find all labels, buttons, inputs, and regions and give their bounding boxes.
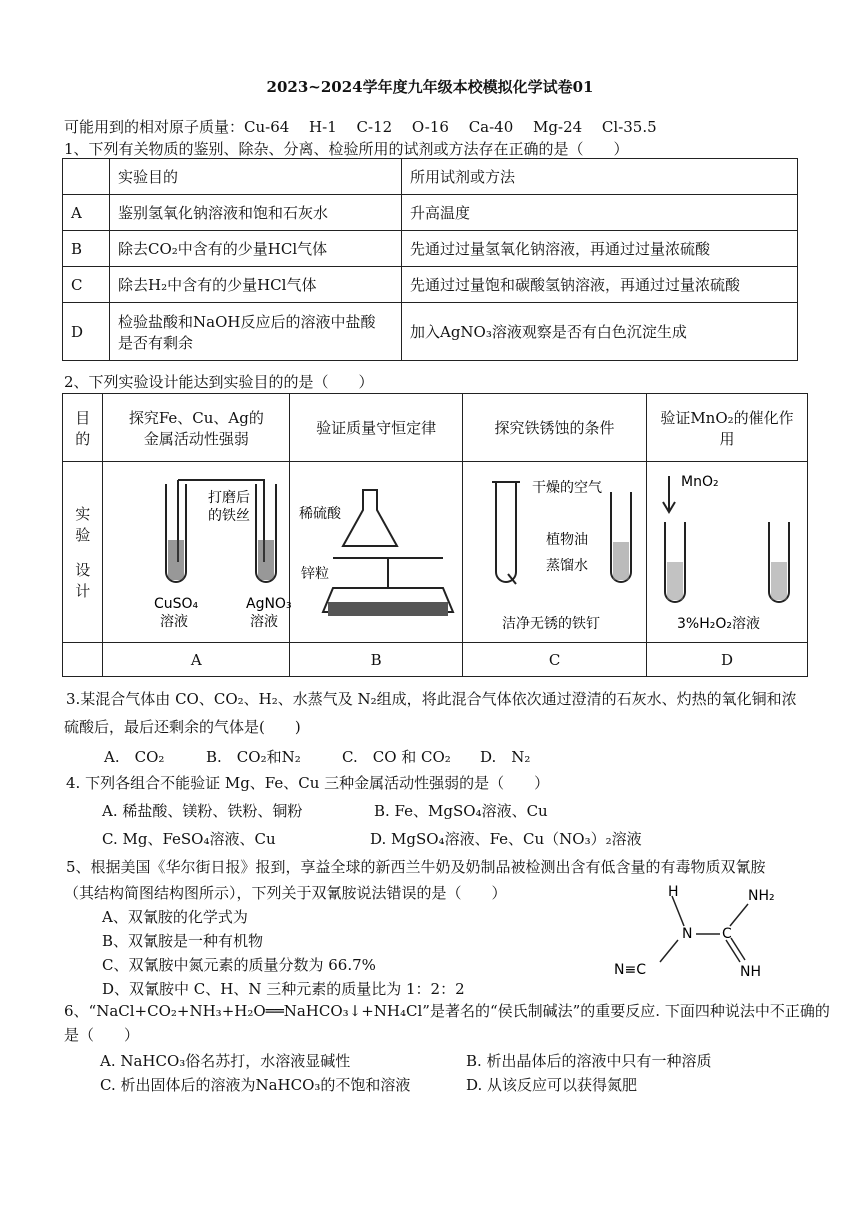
q2-stem: 2、下列实验设计能达到实验目的的是（ ） (64, 373, 374, 391)
option-letter: C (463, 643, 647, 677)
q6-stem: 是（ ） (64, 1026, 140, 1044)
q4-option-a: A. 稀盐酸、镁粉、铁粉、铜粉 (102, 802, 303, 820)
row-label-line: 设计 (75, 561, 91, 600)
q6-option-b: B. 析出晶体后的溶液中只有一种溶质 (466, 1052, 712, 1070)
option-letter: A (103, 643, 290, 677)
table-cell (63, 159, 110, 195)
row-purpose: 除去H₂中含有的少量HCl气体 (110, 267, 402, 303)
table-header: 所用试剂或方法 (402, 159, 798, 195)
table-row (63, 159, 798, 195)
table-row (63, 195, 798, 231)
row-purpose-line: 检验盐酸和NaOH反应后的溶液中盐酸 (118, 312, 376, 331)
row-key: B (63, 231, 110, 267)
table-row (63, 303, 798, 361)
label-water: 蒸馏水 (546, 558, 589, 574)
rust-diagram (466, 462, 643, 638)
diagram-a (103, 462, 290, 643)
table-row (63, 643, 808, 677)
diagram-c (463, 462, 647, 643)
label-h2o2: 3%H₂O₂溶液 (677, 616, 760, 632)
row-method: 升高温度 (402, 195, 798, 231)
row-purpose: 除去CO₂中含有的少量HCl气体 (110, 231, 402, 267)
q5-option-a: A、双氰胺的化学式为 (102, 908, 248, 926)
atom-c: C (722, 926, 732, 942)
q1-table (62, 158, 798, 361)
label-acid: 稀硫酸 (299, 506, 342, 522)
diagram-b (290, 462, 463, 643)
table-header: 实验目的 (110, 159, 402, 195)
q3-option-b: B. CO₂和N₂ (206, 748, 301, 766)
q5-option-d: D、双氰胺中 C、H、N 三种元素的质量比为 1：2：2 (102, 980, 465, 998)
row-method: 先通过过量氢氧化钠溶液，再通过过量浓硫酸 (402, 231, 798, 267)
row-method: 先通过过量饱和碳酸氢钠溶液，再通过过量浓硫酸 (402, 267, 798, 303)
atom-n: N (682, 926, 693, 942)
q1-stem: 1、下列有关物质的鉴别、除杂、分离、检验所用的试剂或方法存在正确的是（ ） (64, 140, 629, 158)
q5-option-c: C、双氰胺中氮元素的质量分数为 66.7% (102, 956, 376, 974)
q5-option-b: B、双氰胺是一种有机物 (102, 932, 264, 950)
purpose-line: 探究Fe、Cu、Ag的 (128, 408, 264, 427)
q5-stem: （其结构简图结构图所示），下列关于双氰胺说法错误的是（ ） (64, 884, 507, 902)
purpose-line: 金属活动性强弱 (143, 429, 249, 448)
q3-option-d: D. N₂ (480, 748, 531, 766)
label-oil: 植物油 (546, 532, 589, 548)
exam-title: 2023~2024学年度九年级本校模拟化学试卷01 (266, 78, 594, 96)
label-mno2: MnO₂ (681, 474, 719, 490)
diagram-d (647, 462, 808, 643)
row-label: 目的 (63, 394, 103, 462)
table-row (63, 394, 808, 462)
label-solution: 溶液 (160, 614, 189, 630)
dicyandiamide-structure (600, 882, 800, 982)
label-cuso4: CuSO₄ (154, 596, 199, 612)
q3-stem: 3.某混合气体由 CO、CO₂、H₂、水蒸气及 N₂组成，将此混合气体依次通过澄清的石灰水、灼热的氧化铜和浓 (66, 690, 797, 708)
row-purpose: 鉴别氢氧化钠溶液和饱和石灰水 (110, 195, 402, 231)
row-label (63, 462, 103, 643)
catalyst-diagram (647, 462, 807, 638)
label-nail: 洁净无锈的铁钉 (502, 616, 601, 632)
label-agno3: AgNO₃ (246, 596, 292, 612)
q6-stem: 6、“NaCl+CO₂+NH₃+H₂O══NaHCO₃↓+NH₄Cl”是著名的“侯氏制碱法”的重要反应. 下面四种说法中不正确的 (64, 1002, 830, 1020)
row-key: D (63, 303, 110, 361)
purpose-cell: 验证质量守恒定律 (290, 394, 463, 462)
atom-nh: NH (740, 964, 761, 980)
atom-nh2: NH₂ (748, 888, 775, 904)
table-cell (63, 643, 103, 677)
row-method: 加入AgNO₃溶液观察是否有白色沉淀生成 (402, 303, 798, 361)
q3-stem: 硫酸后，最后还剩余的气体是( ) (64, 718, 301, 736)
q5-stem: 5、根据美国《华尔街日报》报到，享益全球的新西兰牛奶及奶制品被检测出含有低含量的有毒物质双氰胺 (66, 858, 766, 876)
q3-option-a: A. CO₂ (104, 748, 165, 766)
q4-stem: 4. 下列各组合不能验证 Mg、Fe、Cu 三种金属活动性强弱的是（ ） (66, 774, 550, 792)
atom-h: H (668, 884, 679, 900)
balance-diagram (293, 462, 459, 638)
q2-table (62, 393, 808, 677)
q6-option-c: C. 析出固体后的溶液为NaHCO₃的不饱和溶液 (100, 1076, 411, 1094)
label-solution: 溶液 (250, 614, 279, 630)
purpose-cell: 验证MnO₂的催化作用 (647, 394, 808, 462)
row-key: C (63, 267, 110, 303)
q6-option-d: D. 从该反应可以获得氮肥 (466, 1076, 638, 1094)
row-purpose (110, 303, 402, 361)
test-tubes-diagram (106, 462, 292, 638)
table-row (63, 231, 798, 267)
atomic-masses: 可能用到的相对原子质量：Cu-64 H-1 C-12 O-16 Ca-40 Mg-24 Cl-35.5 (64, 118, 657, 136)
label-wire: 打磨后 (208, 490, 251, 506)
q4-option-c: C. Mg、FeSO₄溶液、Cu (102, 830, 276, 848)
option-letter: B (290, 643, 463, 677)
row-label-line: 实验 (75, 505, 91, 544)
purpose-cell: 探究铁锈蚀的条件 (463, 394, 647, 462)
q4-option-d: D. MgSO₄溶液、Fe、Cu（NO₃）₂溶液 (370, 830, 642, 848)
row-key: A (63, 195, 110, 231)
option-letter: D (647, 643, 808, 677)
label-dry-air: 干燥的空气 (532, 480, 603, 496)
label-zinc: 锌粒 (301, 566, 330, 582)
atom-nc: N≡C (614, 962, 646, 978)
q6-option-a: A. NaHCO₃俗名苏打，水溶液显碱性 (100, 1052, 351, 1070)
q3-option-c: C. CO 和 CO₂ (342, 748, 451, 766)
row-purpose-line: 是否有剩余 (118, 333, 194, 352)
q4-option-b: B. Fe、MgSO₄溶液、Cu (374, 802, 548, 820)
table-row (63, 267, 798, 303)
table-row (63, 462, 808, 643)
purpose-cell (103, 394, 290, 462)
label-wire: 的铁丝 (208, 508, 251, 524)
